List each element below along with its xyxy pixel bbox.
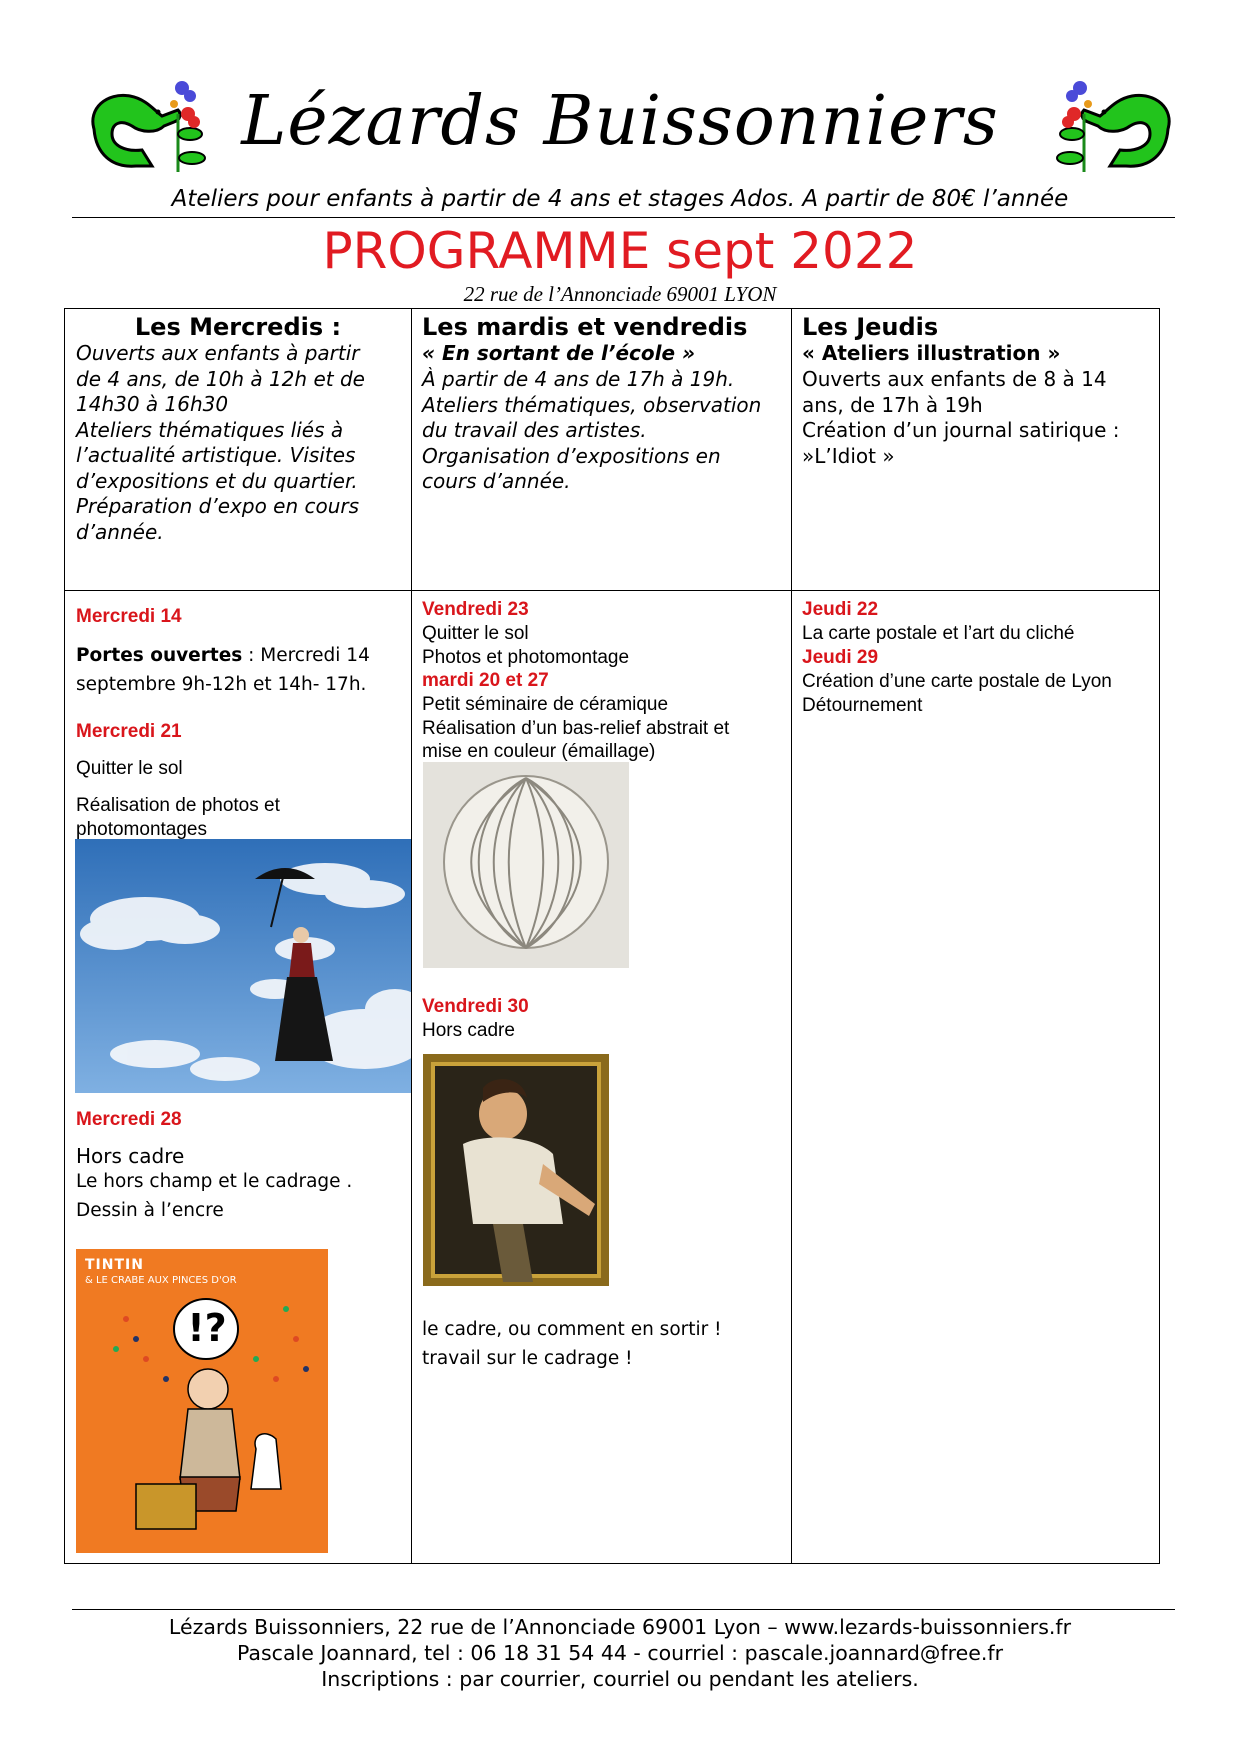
escaping-criticism-painting	[423, 1054, 609, 1286]
vendredi-30-desc: le cadre, ou comment en sortir ! travail sur le cadrage !	[422, 1319, 722, 1369]
date-jeudi-22: Jeudi 22	[802, 599, 879, 620]
mercredi-21-desc: Réalisation de photos et photomontages	[76, 795, 280, 840]
umbrella-sky-photo	[75, 839, 411, 1093]
ceramic-relief-image	[423, 762, 629, 968]
footer-line-3: Inscriptions : par courrier, courriel ou pendant les ateliers.	[321, 1667, 919, 1691]
mercredi-21-title: Quitter le sol	[76, 758, 183, 779]
column-subtitle-jeudis: « Ateliers illustration »	[802, 341, 1061, 365]
page-subtitle: Ateliers pour enfants à partir de 4 ans et stages Ados. A partir de 80€ l’année	[171, 186, 1069, 212]
portes-ouvertes-detail: : Mercredi 14 septembre 9h-12h et 14h- 17h.	[76, 645, 370, 695]
tintin-cover-title: TINTIN	[85, 1257, 144, 1273]
page-title: Lézards Buissonniers	[241, 82, 999, 161]
vendredi-30-title: Hors cadre	[422, 1020, 515, 1041]
programme-table	[64, 308, 1160, 1564]
column-title-mercredis: Les Mercredis :	[134, 313, 342, 341]
portes-ouvertes-label: Portes ouvertes	[76, 645, 243, 666]
date-vendredi-23: Vendredi 23	[422, 599, 529, 620]
portes-ouvertes-text	[76, 641, 406, 699]
footer-line-1: Lézards Buissonniers, 22 rue de l’Annonciade 69001 Lyon – www.lezards-buissonniers.fr	[168, 1615, 1072, 1639]
column-intro-jeudis: Ouverts aux enfants de 8 à 14 ans, de 17h à 19h Création d’un journal satirique : »L’Idiot »	[802, 367, 1120, 468]
date-jeudi-29: Jeudi 29	[802, 647, 879, 668]
jeudi-29-desc: Création d’une carte postale de Lyon Détournement	[802, 671, 1112, 716]
row-divider	[65, 590, 1159, 591]
column-title-mardis: Les mardis et vendredis	[422, 313, 748, 341]
column-title-jeudis: Les Jeudis	[802, 313, 939, 341]
footer-line-2: Pascale Joannard, tel : 06 18 31 54 44 - courriel : pascale.joannard@free.fr	[236, 1641, 1004, 1665]
mardi-20-27-desc: Petit séminaire de céramique Réalisation d’un bas-relief abstrait et mise en couleur (émaillage)	[422, 694, 730, 762]
mercredi-28-desc: Le hors champ et le cadrage . Dessin à l’encre	[76, 1171, 353, 1221]
tintin-cover-image	[76, 1249, 328, 1553]
column-subtitle-mardis: « En sortant de l’école »	[422, 341, 695, 365]
date-mercredi-21: Mercredi 21	[76, 721, 182, 742]
address-line: 22 rue de l’Annonciade 69001 LYON	[463, 282, 777, 306]
column-intro-mercredis: Ouverts aux enfants à partir de 4 ans, de 10h à 12h et de 14h30 à 16h30 Ateliers thématiques liés à l’actualité artistique. Visites d’expositions et du quartier. Préparation d’expo en cours d’année.	[76, 341, 365, 544]
programme-heading: PROGRAMME sept 2022	[322, 222, 918, 280]
date-mardi-20-27: mardi 20 et 27	[422, 670, 549, 691]
column-divider	[791, 309, 792, 1563]
date-vendredi-30: Vendredi 30	[422, 996, 529, 1017]
header-divider	[72, 217, 1175, 218]
jeudi-22-desc: La carte postale et l’art du cliché	[802, 623, 1075, 644]
tintin-bubble-text: !?	[187, 1306, 227, 1350]
tintin-illustration	[76, 1249, 328, 1553]
date-mercredi-28: Mercredi 28	[76, 1109, 182, 1130]
mercredi-28-title: Hors cadre	[76, 1144, 185, 1168]
footer-divider	[72, 1609, 1175, 1610]
vendredi-23-desc: Quitter le sol Photos et photomontage	[422, 623, 630, 668]
date-mercredi-14: Mercredi 14	[76, 606, 182, 627]
column-divider	[411, 309, 412, 1563]
footer	[0, 1614, 1240, 1692]
tintin-cover-subtitle: & LE CRABE AUX PINCES D'OR	[85, 1275, 237, 1286]
column-intro-mardis: À partir de 4 ans de 17h à 19h. Ateliers thématiques, observation du travail des artistes. Organisation d’expositions en cours d’année.	[422, 367, 762, 493]
